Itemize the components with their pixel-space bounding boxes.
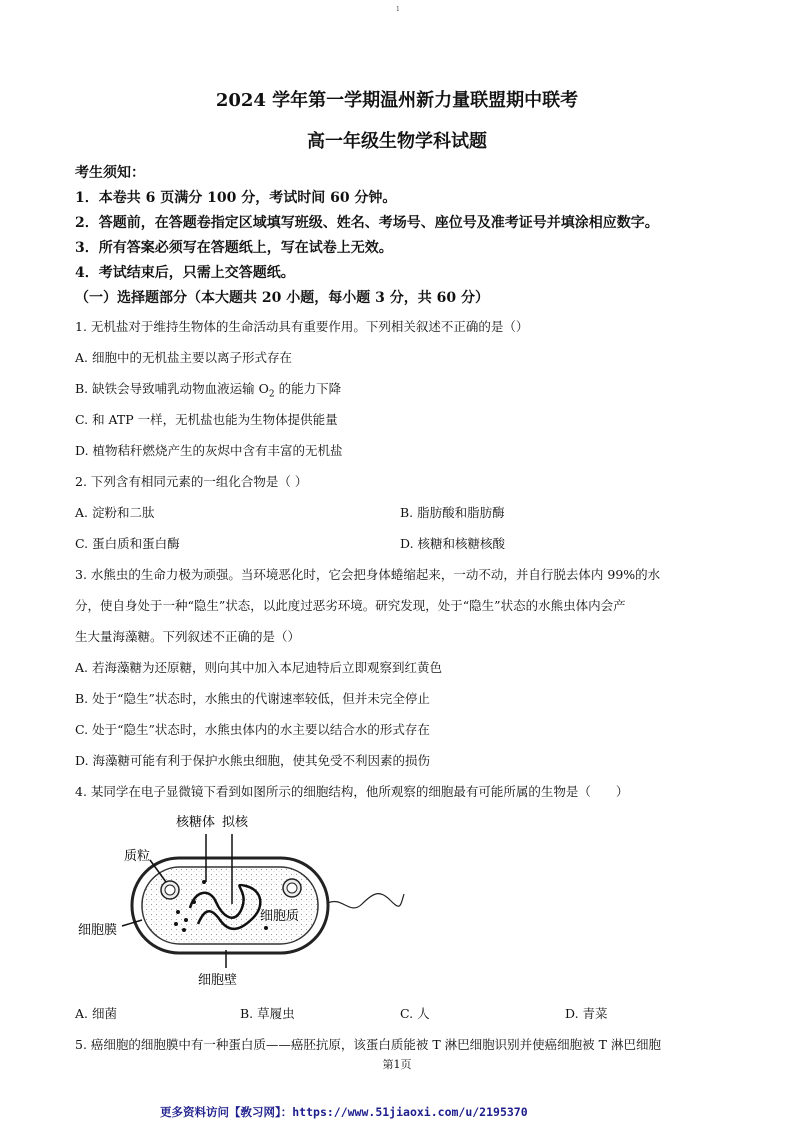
question-3-line: 3. 水熊虫的生命力极为顽强。当环境恶化时，它会把身体蜷缩起来，一动不动，并自行脱去体内 99%的水 xyxy=(75,567,661,582)
section-heading: （一）选择题部分（本大题共 20 小题，每小题 3 分，共 60 分） xyxy=(75,290,489,306)
q2-option-a: A. 淀粉和二肽 xyxy=(75,505,155,520)
figure-label-plasmid: 质粒 xyxy=(124,849,151,864)
ribosome-dot xyxy=(182,928,186,932)
question-4-stem: 4. 某同学在电子显微镜下看到如图所示的细胞结构，他所观察的细胞最有可能所属的生物是（ ） xyxy=(75,784,629,799)
notice-item: 1．本卷共 6 页满分 100 分，考试时间 60 分钟。 xyxy=(75,190,397,206)
ribosome-dot xyxy=(184,918,188,922)
question-2-stem: 2. 下列含有相同元素的一组化合物是（ ） xyxy=(75,474,308,489)
notice-item: 2．答题前，在答题卷指定区域填写班级、姓名、考场号、座位号及准考证号并填涂相应数字。 xyxy=(75,215,659,231)
flagellum-shape xyxy=(328,894,404,908)
q1-option-c: C. 和 ATP 一样，无机盐也能为生物体提供能量 xyxy=(75,412,338,427)
q2-option-b: B. 脂肪酸和脂肪酶 xyxy=(400,505,505,520)
question-3-line: 生大量海藻糖。下列叙述不正确的是（） xyxy=(75,629,301,644)
notice-item: 4．考试结束后，只需上交答题纸。 xyxy=(75,265,295,281)
exam-subtitle: 高一年级生物学科试题 xyxy=(307,131,487,152)
q1-option-b-text: B. 缺铁会导致哺乳动物血液运输 O xyxy=(75,381,269,396)
q4-option-a: A. 细菌 xyxy=(75,1006,117,1021)
q3-option-b: B. 处于“隐生”状态时，水熊虫的代谢速率较低，但并未完全停止 xyxy=(75,691,430,706)
figure-label-wall: 细胞壁 xyxy=(198,973,238,988)
q3-option-d: D. 海藻糖可能有利于保护水熊虫细胞，使其免受不利因素的损伤 xyxy=(75,753,431,768)
q3-option-a: A. 若海藻糖为还原糖，则向其中加入本尼迪特后立即观察到红黄色 xyxy=(75,660,442,675)
notice-item: 3．所有答案必须写在答题纸上，写在试卷上无效。 xyxy=(75,240,393,256)
figure-label-membrane: 细胞膜 xyxy=(78,923,118,938)
q1-option-b-subscript: 2 xyxy=(268,389,275,400)
figure-label-ribosome: 核糖体 xyxy=(176,815,216,830)
q4-option-b: B. 草履虫 xyxy=(240,1006,295,1021)
bacterium-figure xyxy=(70,808,410,994)
ribosome-dot xyxy=(174,922,178,926)
q1-option-a: A. 细胞中的无机盐主要以离子形式存在 xyxy=(75,350,292,365)
question-5-stem: 5. 癌细胞的细胞膜中有一种蛋白质——癌胚抗原，该蛋白质能被 T 淋巴细胞识别并使癌细胞被 T 淋巴细胞 xyxy=(75,1037,661,1052)
ribosome-dot xyxy=(176,910,180,914)
exam-title: 2024 学年第一学期温州新力量联盟期中联考 xyxy=(215,90,579,111)
figure-label-cytoplasm: 细胞质 xyxy=(260,909,300,924)
page-footer: 第1页 xyxy=(382,1058,412,1071)
q3-option-c: C. 处于“隐生”状态时，水熊虫体内的水主要以结合水的形式存在 xyxy=(75,722,430,737)
resource-link[interactable]: 更多资料访问【敎习网】：https://www.51jiaoxi.com/u/2195370 xyxy=(160,1105,528,1119)
q1-option-b xyxy=(75,379,341,400)
q1-option-b-text-end: 的能力下降 xyxy=(274,381,342,396)
figure-label-nucleoid: 拟核 xyxy=(222,815,249,830)
ribosome-dot xyxy=(192,900,196,904)
q2-option-c: C. 蛋白质和蛋白酶 xyxy=(75,536,180,551)
plasmid-inner xyxy=(287,883,297,893)
question-1-stem: 1. 无机盐对于维持生物体的生命活动具有重要作用。下列相关叙述不正确的是（） xyxy=(75,319,529,334)
notice-heading: 考生须知： xyxy=(75,165,145,181)
q2-option-d: D. 核糖和核糖核酸 xyxy=(400,536,506,551)
q4-option-c: C. 人 xyxy=(400,1006,430,1021)
plasmid-inner xyxy=(165,885,175,895)
q4-option-d: D. 青菜 xyxy=(565,1006,608,1021)
question-3-line: 分，使自身处于一种“隐生”状态，以此度过恶劣环境。研究发现，处于“隐生”状态的水熊虫体内会产 xyxy=(75,598,626,613)
q1-option-d: D. 植物秸秆燃烧产生的灰烬中含有丰富的无机盐 xyxy=(75,443,343,458)
page-marker: 1 xyxy=(396,6,400,13)
ribosome-dot xyxy=(264,926,268,930)
